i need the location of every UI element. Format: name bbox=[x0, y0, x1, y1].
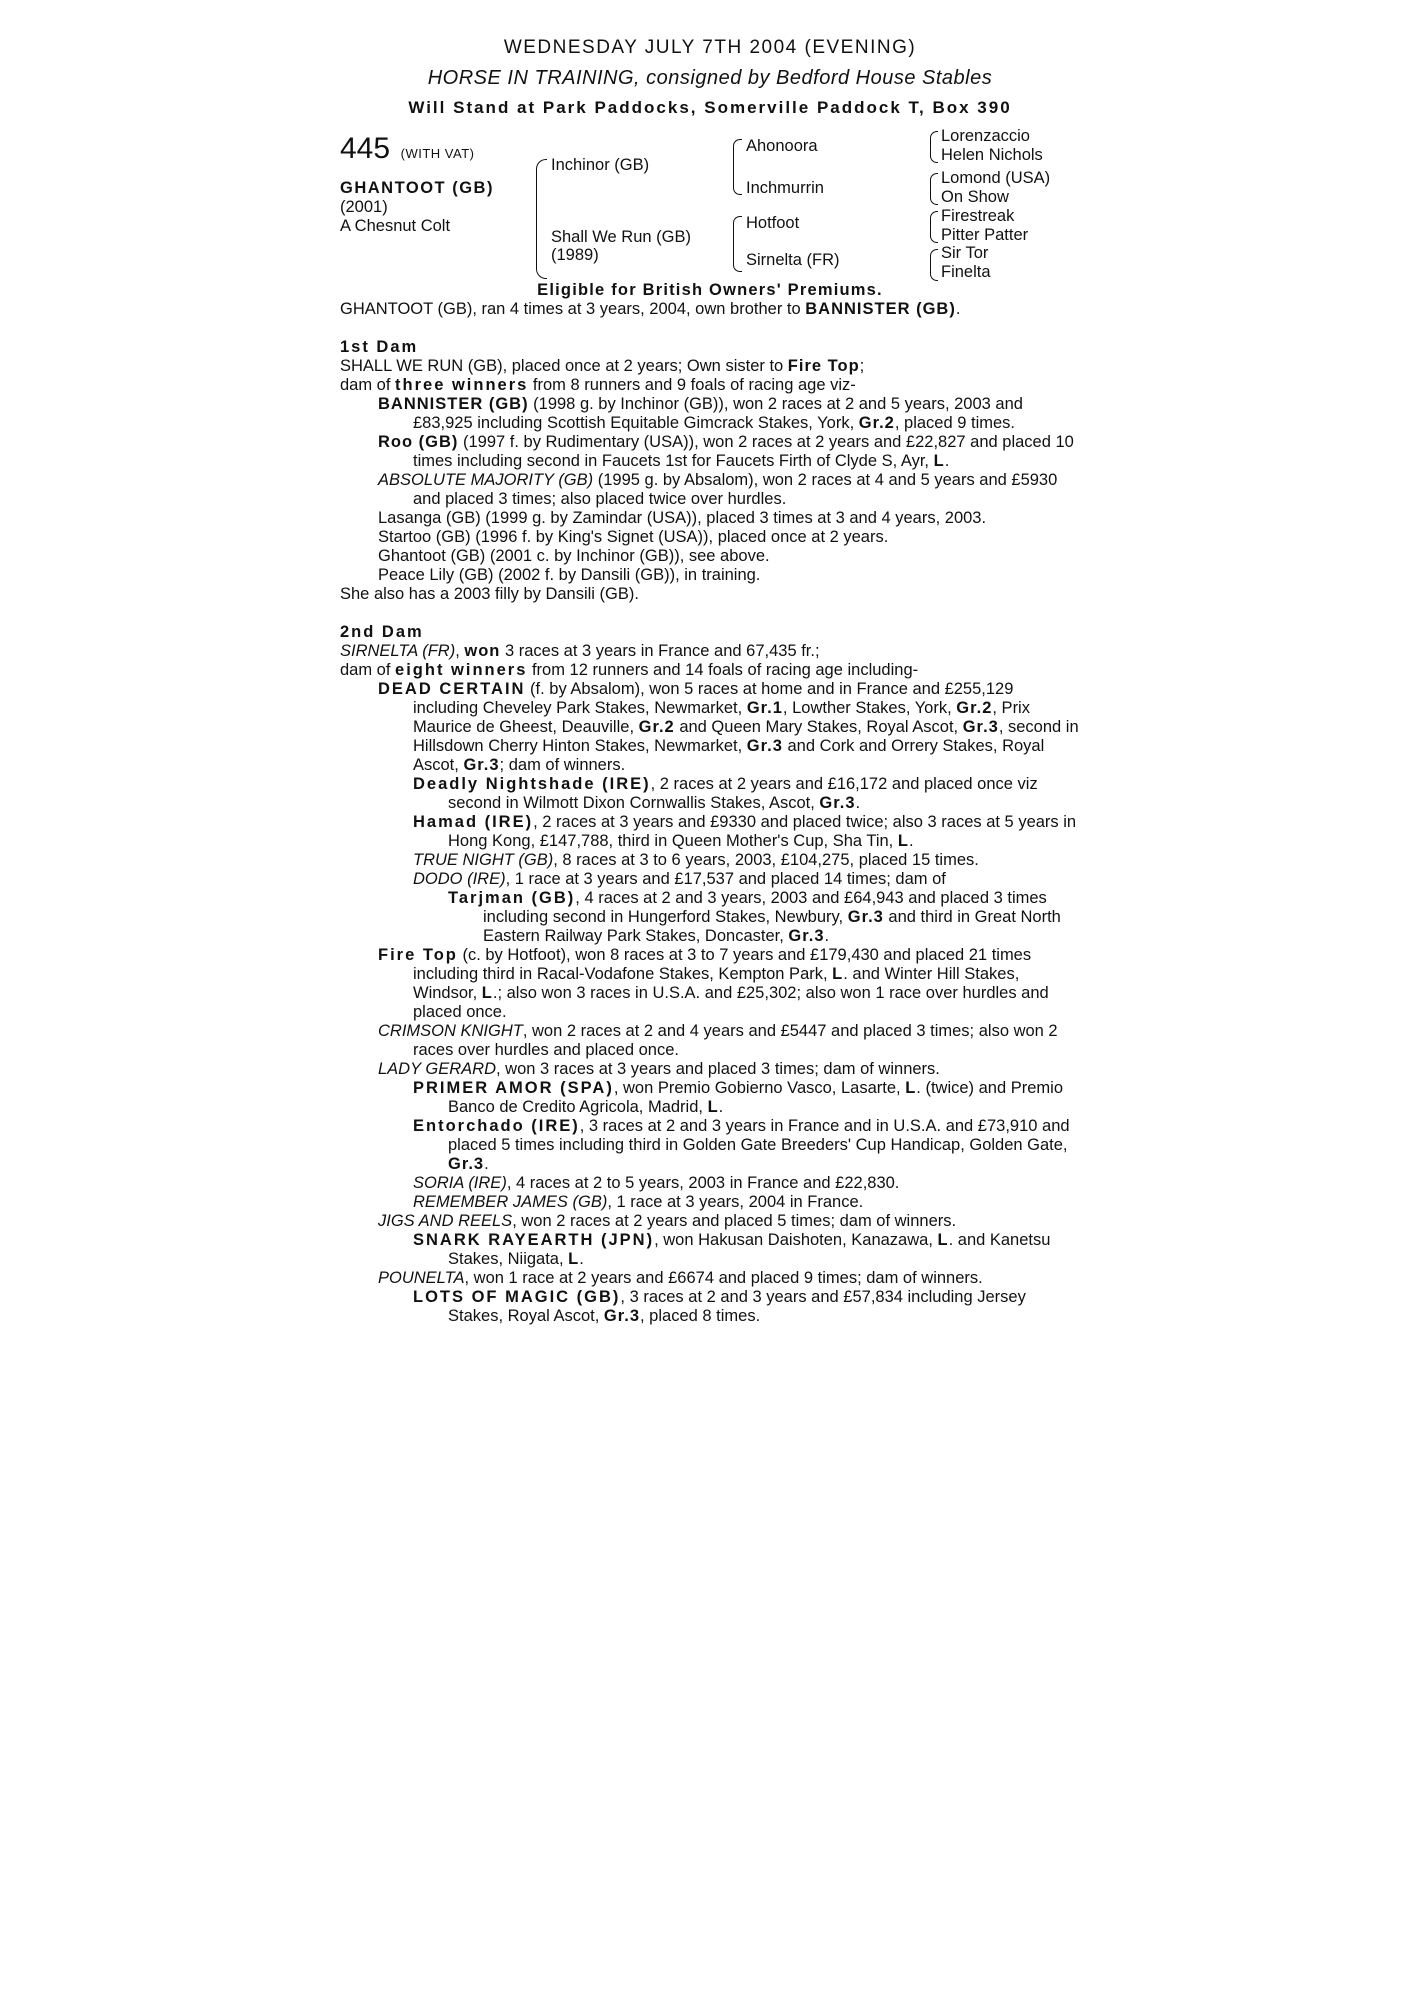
produce-entry: Lasanga (GB) (1999 g. by Zamindar (USA)), placed 3 times at 3 and 4 years, 2003. bbox=[378, 509, 987, 527]
second-dam-line-1 bbox=[340, 642, 1080, 661]
text: LADY GERARD bbox=[378, 1060, 496, 1078]
produce-entry bbox=[340, 471, 1080, 509]
text: three winners bbox=[395, 376, 529, 394]
text: Gr.1 bbox=[746, 699, 783, 717]
produce-entry bbox=[340, 1231, 1080, 1269]
text: TRUE NIGHT (GB) bbox=[413, 851, 554, 869]
text: . bbox=[718, 1098, 724, 1116]
text: , won Premio Gobierno Vasco, Lasarte, bbox=[613, 1079, 906, 1097]
text: , 3 races at 2 and 3 years and £57,834 including Jersey Stakes, Royal Ascot, bbox=[448, 1288, 1026, 1325]
sire-dam: Inchmurrin bbox=[746, 179, 824, 197]
ggp-7: Sir Tor bbox=[941, 244, 989, 262]
first-dam-heading: 1st Dam bbox=[340, 338, 419, 356]
text: , 8 races at 3 to 6 years, 2003, £104,275, placed 15 times. bbox=[553, 851, 979, 869]
eligibility-note: Eligible for British Owners' Premiums. bbox=[537, 281, 883, 299]
text: , won Hakusan Daishoten, Kanazawa, bbox=[654, 1231, 938, 1249]
text: Gr.3 bbox=[746, 737, 783, 755]
text: from 12 runners and 14 foals of racing age including- bbox=[527, 661, 919, 679]
text: (f. by Absalom), won 5 races at home and in France and £255,129 including Cheveley Park Stakes, Newmarket, bbox=[413, 680, 1014, 717]
ggp-2: Helen Nichols bbox=[941, 146, 1043, 164]
dam-name: Shall We Run (GB) bbox=[551, 228, 691, 246]
text: .; also won 3 races in U.S.A. and £25,302; also won 1 race over hurdles and placed once. bbox=[413, 984, 1049, 1021]
produce-entry bbox=[340, 680, 1080, 775]
text: . (twice) and Premio Banco de Credito Agricola, Madrid, bbox=[448, 1079, 1063, 1116]
text: , 2 races at 3 years and £9330 and placed twice; also 3 races at 5 years in Hong Kong, £147,788, third in Queen Mother's Cup, Sha Tin, bbox=[448, 813, 1077, 850]
text: Entorchado (IRE) bbox=[413, 1117, 580, 1135]
text: , Prix Maurice de Gheest, Deauville, bbox=[413, 699, 1030, 736]
text: Gr.3 bbox=[819, 794, 856, 812]
text: Roo (GB) bbox=[378, 433, 459, 451]
text: L bbox=[832, 965, 844, 983]
text: , Lowther Stakes, York, bbox=[782, 699, 957, 717]
horse-name: GHANTOOT (GB) bbox=[340, 179, 494, 197]
summary-text: GHANTOOT (GB), ran 4 times at 3 years, 2004, own brother to bbox=[340, 300, 806, 318]
text: REMEMBER JAMES (GB) bbox=[413, 1193, 608, 1211]
ggp-8: Finelta bbox=[941, 263, 991, 281]
text: 3 races at 3 years in France and 67,435 fr.; bbox=[500, 642, 820, 660]
text: , 4 races at 2 and 3 years, 2003 and £64,943 and placed 3 times including second in Hungerford Stakes, Newbury, bbox=[483, 889, 1047, 926]
text: L bbox=[707, 1098, 719, 1116]
summary-brother: BANNISTER (GB) bbox=[805, 300, 956, 318]
text: Gr.3 bbox=[962, 718, 999, 736]
text: ; dam of winners. bbox=[499, 756, 626, 774]
text: L bbox=[937, 1231, 949, 1249]
text: . bbox=[908, 832, 914, 850]
text: . bbox=[824, 927, 830, 945]
produce-entry bbox=[340, 851, 1080, 870]
catalogue-page bbox=[340, 38, 1080, 1326]
text: L bbox=[933, 452, 945, 470]
produce-entry bbox=[340, 1060, 1080, 1079]
produce-entry bbox=[340, 946, 1080, 1022]
ggp-6: Pitter Patter bbox=[941, 226, 1029, 244]
text: CRIMSON KNIGHT bbox=[378, 1022, 523, 1040]
text: DODO (IRE) bbox=[413, 870, 506, 888]
text: Gr.2 bbox=[956, 699, 993, 717]
text: ; bbox=[859, 357, 865, 375]
summary-end: . bbox=[955, 300, 961, 318]
text: from 8 runners and 9 foals of racing age viz- bbox=[528, 376, 856, 394]
horse-year: (2001) bbox=[340, 198, 388, 216]
text: , won 2 races at 2 and 4 years and £5447 and placed 3 times; also won 2 races over hurdles and placed once. bbox=[413, 1022, 1058, 1059]
sire-name: Inchinor (GB) bbox=[551, 156, 650, 174]
text: won bbox=[464, 642, 501, 660]
text: LOTS OF MAGIC (GB) bbox=[413, 1288, 621, 1306]
text: L bbox=[568, 1250, 580, 1268]
text: eight winners bbox=[395, 661, 528, 679]
produce-entry bbox=[340, 433, 1080, 471]
produce-entry bbox=[340, 1079, 1080, 1117]
ggp-4: On Show bbox=[941, 188, 1009, 206]
ggp-3: Lomond (USA) bbox=[941, 169, 1051, 187]
dam-dam: Sirnelta (FR) bbox=[746, 251, 840, 269]
dam-year: (1989) bbox=[551, 246, 599, 264]
text: SIRNELTA (FR) bbox=[340, 642, 456, 660]
sire-parents-brace bbox=[733, 139, 742, 195]
produce-entry: Peace Lily (GB) (2002 f. by Dansili (GB)), in training. bbox=[378, 566, 761, 584]
text: DEAD CERTAIN bbox=[378, 680, 526, 698]
text: and third in Great North Eastern Railway Park Stakes, Doncaster, bbox=[483, 908, 1061, 945]
produce-entry bbox=[340, 395, 1080, 433]
produce-entry bbox=[340, 1174, 1080, 1193]
text: Hamad (IRE) bbox=[413, 813, 534, 831]
produce-entry bbox=[340, 1022, 1080, 1060]
lot-summary bbox=[340, 300, 1080, 319]
text: Gr.2 bbox=[638, 718, 675, 736]
text: and Queen Mary Stakes, Royal Ascot, bbox=[674, 718, 963, 736]
text: and Cork and Orrery Stakes, Royal Ascot, bbox=[413, 737, 1045, 774]
sire-dam-brace bbox=[536, 159, 547, 279]
ggp-1: Lorenzaccio bbox=[941, 127, 1030, 145]
lot-header bbox=[340, 133, 475, 165]
text: Deadly Nightshade (IRE) bbox=[413, 775, 651, 793]
consignment-line: HORSE IN TRAINING, consigned by Bedford House Stables bbox=[427, 67, 993, 89]
text: BANNISTER (GB) bbox=[378, 395, 529, 413]
ggp-brace-2 bbox=[930, 173, 938, 205]
text: (1997 f. by Rudimentary (USA)), won 2 races at 2 years and £22,827 and placed 10 times including second in Faucets 1st for Faucets Firth of Clyde S, Ayr, bbox=[413, 433, 1074, 470]
text: , won 1 race at 2 years and £6674 and placed 9 times; dam of winners. bbox=[464, 1269, 983, 1287]
second-dam-heading: 2nd Dam bbox=[340, 623, 424, 641]
produce-entry bbox=[340, 1193, 1080, 1212]
text: , placed 8 times. bbox=[640, 1307, 761, 1325]
text: Fire Top bbox=[787, 357, 860, 375]
produce-entry bbox=[340, 813, 1080, 851]
text: SORIA (IRE) bbox=[413, 1174, 507, 1192]
text: , bbox=[455, 642, 465, 660]
text: (1998 g. by Inchinor (GB)), won 2 races at 2 and 5 years, 2003 and £83,925 including Scottish Equitable Gimcrack Stakes, York, bbox=[413, 395, 1023, 432]
sire-sire: Ahonoora bbox=[746, 137, 818, 155]
text: PRIMER AMOR (SPA) bbox=[413, 1079, 614, 1097]
ggp-brace-1 bbox=[930, 131, 938, 163]
text: Gr.3 bbox=[603, 1307, 641, 1325]
dam-parents-brace bbox=[733, 216, 742, 272]
produce-entry: Startoo (GB) (1996 f. by King's Signet (USA)), placed once at 2 years. bbox=[378, 528, 889, 546]
text: dam of bbox=[340, 376, 396, 394]
text: , placed 9 times. bbox=[894, 414, 1015, 432]
text: Gr.3 bbox=[788, 927, 825, 945]
horse-description: A Chesnut Colt bbox=[340, 217, 451, 235]
stand-location: Will Stand at Park Paddocks, Somerville Paddock T, Box 390 bbox=[408, 98, 1012, 117]
text: , second in Hillsdown Cherry Hinton Stakes, Newmarket, bbox=[413, 718, 1079, 755]
lot-number: 445 bbox=[340, 132, 391, 165]
ggp-5: Firestreak bbox=[941, 207, 1015, 225]
pedigree-table bbox=[340, 127, 1080, 281]
text: JIGS AND REELS bbox=[378, 1212, 513, 1230]
text: , won 2 races at 2 years and placed 5 times; dam of winners. bbox=[512, 1212, 957, 1230]
text: . bbox=[855, 794, 861, 812]
text: , 2 races at 2 years and £16,172 and placed once viz second in Wilmott Dixon Cornwallis Stakes, Ascot, bbox=[448, 775, 1038, 812]
text: Gr.2 bbox=[858, 414, 895, 432]
text: dam of bbox=[340, 661, 396, 679]
dam-sire: Hotfoot bbox=[746, 214, 800, 232]
text: . bbox=[484, 1155, 489, 1173]
text: (1995 g. by Absalom), won 2 races at 4 and 5 years and £5930 and placed 3 times; also placed twice over hurdles. bbox=[413, 471, 1058, 508]
produce-entry bbox=[340, 1269, 1080, 1288]
text: . bbox=[579, 1250, 584, 1268]
text: L bbox=[905, 1079, 917, 1097]
text: SNARK RAYEARTH (JPN) bbox=[413, 1231, 655, 1249]
ggp-brace-3 bbox=[930, 211, 938, 243]
vat-note: (WITH VAT) bbox=[400, 146, 475, 161]
second-dam-line-2 bbox=[340, 661, 1080, 680]
text: ABSOLUTE MAJORITY (GB) bbox=[378, 471, 594, 489]
text: SHALL WE RUN (GB), placed once at 2 years; Own sister to bbox=[340, 357, 788, 375]
text: Gr.3 bbox=[448, 1155, 485, 1173]
text: (c. by Hotfoot), won 8 races at 3 to 7 years and £179,430 and placed 21 times including third in Racal-Vodafone Stakes, Kempton Park, bbox=[413, 946, 1032, 983]
produce-entry bbox=[340, 1288, 1080, 1326]
text: Gr.3 bbox=[847, 908, 884, 926]
produce-entry bbox=[340, 1212, 1080, 1231]
text: L bbox=[481, 984, 493, 1002]
first-dam-line-2 bbox=[340, 376, 1080, 395]
text: , 1 race at 3 years and £17,537 and placed 14 times; dam of bbox=[505, 870, 946, 888]
text: , 3 races at 2 and 3 years in France and in U.S.A. and £73,910 and placed 5 times including third in Golden Gate Breeders' Cup Handicap, Golden Gate, bbox=[448, 1117, 1070, 1154]
text: , 1 race at 3 years, 2004 in France. bbox=[607, 1193, 864, 1211]
text: . and Kanetsu Stakes, Niigata, bbox=[448, 1231, 1051, 1268]
first-dam-note: She also has a 2003 filly by Dansili (GB). bbox=[340, 585, 639, 603]
text: Fire Top bbox=[378, 946, 458, 964]
text: Gr.3 bbox=[463, 756, 500, 774]
text: Tarjman (GB) bbox=[448, 889, 576, 907]
produce-entry bbox=[340, 1117, 1080, 1174]
text: L bbox=[897, 832, 909, 850]
text: POUNELTA bbox=[378, 1269, 465, 1287]
text: , 4 races at 2 to 5 years, 2003 in France and £22,830. bbox=[506, 1174, 900, 1192]
ggp-brace-4 bbox=[930, 249, 938, 281]
text: . and Winter Hill Stakes, Windsor, bbox=[413, 965, 1020, 1002]
text: , won 3 races at 3 years and placed 3 times; dam of winners. bbox=[495, 1060, 940, 1078]
first-dam-line-1 bbox=[340, 357, 1080, 376]
produce-entry: Ghantoot (GB) (2001 c. by Inchinor (GB)), see above. bbox=[378, 547, 770, 565]
produce-entry bbox=[340, 775, 1080, 813]
sale-date: WEDNESDAY JULY 7TH 2004 (EVENING) bbox=[503, 37, 917, 58]
produce-entry bbox=[340, 870, 1080, 889]
produce-entry bbox=[340, 889, 1080, 946]
text: . bbox=[944, 452, 950, 470]
